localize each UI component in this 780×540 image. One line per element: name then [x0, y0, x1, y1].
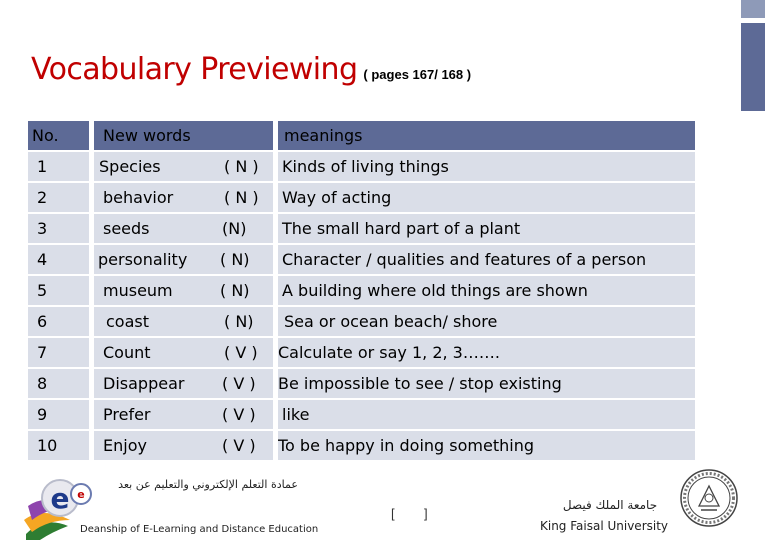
university-english: King Faisal University: [540, 519, 669, 533]
row-word: Prefer: [94, 400, 206, 429]
page-bracket-left: [: [391, 506, 395, 521]
footer: [0, 468, 780, 540]
decor-bar-top: [741, 0, 765, 18]
row-meaning: Be impossible to see / stop existing: [278, 369, 695, 398]
row-meaning: Way of acting: [278, 183, 695, 212]
row-part-of-speech: ( N ): [206, 183, 273, 212]
row-number: 6: [28, 307, 89, 336]
table-row: [28, 338, 695, 367]
row-word: coast: [94, 307, 206, 336]
table-row: [28, 152, 695, 181]
row-word: Count: [94, 338, 206, 367]
row-word: seeds: [94, 214, 206, 243]
row-part-of-speech: (N): [206, 214, 273, 243]
row-meaning: Calculate or say 1, 2, 3…….: [278, 338, 695, 367]
row-part-of-speech: ( N): [206, 307, 273, 336]
row-part-of-speech: ( V ): [206, 338, 273, 367]
row-part-of-speech: ( V ): [206, 369, 273, 398]
row-number: 7: [28, 338, 89, 367]
row-meaning: like: [278, 400, 695, 429]
svg-text:e: e: [77, 488, 85, 501]
header-pos: [206, 121, 273, 150]
row-word: personality: [94, 245, 206, 274]
row-number: 10: [28, 431, 89, 460]
title-main: Vocabulary Previewing: [31, 52, 358, 87]
row-number: 3: [28, 214, 89, 243]
table-row: [28, 183, 695, 212]
row-part-of-speech: ( N): [206, 276, 273, 305]
decor-bar-bottom: [741, 23, 765, 111]
table-row: [28, 276, 695, 305]
table-row: [28, 431, 695, 460]
page-title: [31, 52, 471, 87]
table-row: [28, 245, 695, 274]
table-row: [28, 369, 695, 398]
header-meanings: meanings: [278, 121, 695, 150]
table-header-row: [28, 121, 695, 150]
row-word: Species: [94, 152, 206, 181]
row-word: behavior: [94, 183, 206, 212]
page-bracket-right: ]: [424, 506, 428, 521]
deanship-english: Deanship of E-Learning and Distance Education: [80, 524, 319, 535]
svg-text:e: e: [50, 482, 70, 515]
row-part-of-speech: ( V ): [206, 400, 273, 429]
university-seal-icon: [679, 468, 739, 528]
row-meaning: A building where old things are shown: [278, 276, 695, 305]
university-arabic: جامعة الملك فيصل: [562, 498, 658, 512]
row-meaning: Sea or ocean beach/ shore: [278, 307, 695, 336]
row-number: 4: [28, 245, 89, 274]
deanship-arabic: عمادة التعلم الإلكتروني والتعليم عن بعد: [118, 478, 298, 491]
row-number: 8: [28, 369, 89, 398]
header-new-words: New words: [94, 121, 206, 150]
table-row: [28, 307, 695, 336]
table-row: [28, 400, 695, 429]
row-part-of-speech: ( V ): [206, 431, 273, 460]
row-number: 1: [28, 152, 89, 181]
header-no: No.: [28, 121, 89, 150]
row-meaning: The small hard part of a plant: [278, 214, 695, 243]
row-word: museum: [94, 276, 206, 305]
row-part-of-speech: ( N ): [206, 152, 273, 181]
row-word: Disappear: [94, 369, 206, 398]
row-meaning: Kinds of living things: [278, 152, 695, 181]
vocabulary-table: [28, 119, 695, 462]
row-part-of-speech: ( N): [206, 245, 273, 274]
row-meaning: Character / qualities and features of a person: [278, 245, 695, 274]
row-number: 5: [28, 276, 89, 305]
table-row: [28, 214, 695, 243]
row-word: Enjoy: [94, 431, 206, 460]
title-pages: ( pages 167/ 168 ): [363, 67, 472, 82]
row-number: 9: [28, 400, 89, 429]
row-number: 2: [28, 183, 89, 212]
row-meaning: To be happy in doing something: [278, 431, 695, 460]
